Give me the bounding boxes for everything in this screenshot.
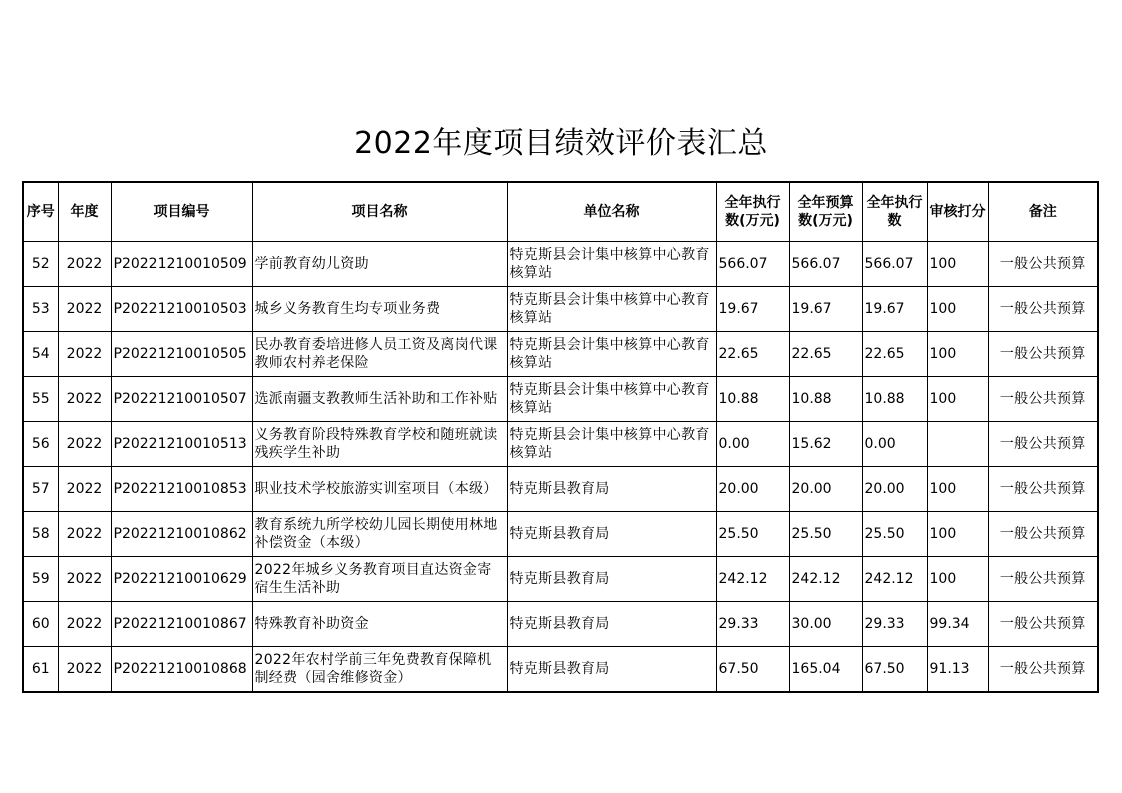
cell-seq: 56	[23, 422, 58, 467]
cell-score: 99.34	[927, 602, 988, 647]
cell-project-code: P20221210010629	[111, 557, 252, 602]
table-row	[23, 287, 1098, 332]
cell-unit-name: 特克斯县教育局	[507, 557, 716, 602]
document-title: 2022年度项目绩效评价表汇总	[354, 126, 768, 161]
cell-exec-count: 67.50	[862, 647, 927, 693]
cell-budget-amount: 25.50	[789, 512, 862, 557]
cell-year: 2022	[58, 557, 111, 602]
cell-executed-amount: 10.88	[716, 377, 789, 422]
table-header-row	[23, 182, 1098, 242]
cell-score: 100	[927, 512, 988, 557]
cell-budget-amount: 566.07	[789, 242, 862, 287]
cell-unit-name: 特克斯县教育局	[507, 512, 716, 557]
cell-seq: 60	[23, 602, 58, 647]
cell-budget-amount: 242.12	[789, 557, 862, 602]
table-row	[23, 332, 1098, 377]
cell-executed-amount: 566.07	[716, 242, 789, 287]
cell-score: 100	[927, 242, 988, 287]
header-year: 年度	[58, 182, 111, 242]
table-row	[23, 602, 1098, 647]
cell-budget-amount: 15.62	[789, 422, 862, 467]
cell-project-name: 义务教育阶段特殊教育学校和随班就读残疾学生补助	[252, 422, 507, 467]
cell-score: 100	[927, 377, 988, 422]
cell-unit-name: 特克斯县教育局	[507, 602, 716, 647]
cell-note: 一般公共预算	[988, 647, 1098, 693]
table-row	[23, 557, 1098, 602]
table-row	[23, 467, 1098, 512]
cell-score: 100	[927, 332, 988, 377]
table-row	[23, 377, 1098, 422]
header-executed: 全年执行数(万元)	[716, 182, 789, 242]
cell-exec-count: 29.33	[862, 602, 927, 647]
cell-project-name: 城乡义务教育生均专项业务费	[252, 287, 507, 332]
cell-budget-amount: 165.04	[789, 647, 862, 693]
cell-note: 一般公共预算	[988, 602, 1098, 647]
cell-project-code: P20221210010867	[111, 602, 252, 647]
cell-year: 2022	[58, 377, 111, 422]
header-note: 备注	[988, 182, 1098, 242]
cell-exec-count: 22.65	[862, 332, 927, 377]
cell-year: 2022	[58, 422, 111, 467]
cell-seq: 52	[23, 242, 58, 287]
cell-unit-name: 特克斯县教育局	[507, 467, 716, 512]
cell-exec-count: 20.00	[862, 467, 927, 512]
cell-seq: 57	[23, 467, 58, 512]
cell-exec-count: 566.07	[862, 242, 927, 287]
cell-project-name: 特殊教育补助资金	[252, 602, 507, 647]
cell-project-code: P20221210010862	[111, 512, 252, 557]
cell-project-code: P20221210010505	[111, 332, 252, 377]
cell-project-name: 2022年城乡义务教育项目直达资金寄宿生生活补助	[252, 557, 507, 602]
header-budget: 全年预算数(万元)	[789, 182, 862, 242]
table-row	[23, 422, 1098, 467]
cell-seq: 54	[23, 332, 58, 377]
header-name: 项目名称	[252, 182, 507, 242]
cell-exec-count: 19.67	[862, 287, 927, 332]
cell-score: 91.13	[927, 647, 988, 693]
cell-note: 一般公共预算	[988, 242, 1098, 287]
cell-note: 一般公共预算	[988, 377, 1098, 422]
cell-project-code: P20221210010507	[111, 377, 252, 422]
cell-seq: 58	[23, 512, 58, 557]
table-row	[23, 242, 1098, 287]
cell-unit-name: 特克斯县会计集中核算中心教育核算站	[507, 377, 716, 422]
cell-budget-amount: 22.65	[789, 332, 862, 377]
cell-exec-count: 242.12	[862, 557, 927, 602]
cell-budget-amount: 20.00	[789, 467, 862, 512]
cell-unit-name: 特克斯县会计集中核算中心教育核算站	[507, 242, 716, 287]
table-row	[23, 512, 1098, 557]
cell-project-name: 学前教育幼儿资助	[252, 242, 507, 287]
cell-exec-count: 25.50	[862, 512, 927, 557]
header-unit: 单位名称	[507, 182, 716, 242]
cell-executed-amount: 242.12	[716, 557, 789, 602]
cell-year: 2022	[58, 647, 111, 693]
cell-year: 2022	[58, 332, 111, 377]
cell-project-name: 选派南疆支教教师生活补助和工作补贴	[252, 377, 507, 422]
cell-note: 一般公共预算	[988, 557, 1098, 602]
cell-note: 一般公共预算	[988, 287, 1098, 332]
cell-unit-name: 特克斯县会计集中核算中心教育核算站	[507, 332, 716, 377]
cell-executed-amount: 0.00	[716, 422, 789, 467]
cell-note: 一般公共预算	[988, 467, 1098, 512]
cell-exec-count: 10.88	[862, 377, 927, 422]
cell-score: 100	[927, 557, 988, 602]
cell-note: 一般公共预算	[988, 512, 1098, 557]
cell-project-name: 2022年农村学前三年免费教育保障机制经费（园舍维修资金）	[252, 647, 507, 693]
header-code: 项目编号	[111, 182, 252, 242]
cell-executed-amount: 22.65	[716, 332, 789, 377]
cell-year: 2022	[58, 287, 111, 332]
cell-budget-amount: 19.67	[789, 287, 862, 332]
performance-summary-table	[22, 181, 1099, 693]
cell-year: 2022	[58, 467, 111, 512]
cell-note: 一般公共预算	[988, 422, 1098, 467]
cell-project-name: 职业技术学校旅游实训室项目（本级）	[252, 467, 507, 512]
cell-unit-name: 特克斯县会计集中核算中心教育核算站	[507, 422, 716, 467]
cell-project-code: P20221210010853	[111, 467, 252, 512]
table-row	[23, 647, 1098, 693]
cell-project-name: 教育系统九所学校幼儿园长期使用林地补偿资金（本级）	[252, 512, 507, 557]
cell-project-name: 民办教育委培进修人员工资及离岗代课教师农村养老保险	[252, 332, 507, 377]
cell-seq: 61	[23, 647, 58, 693]
cell-seq: 59	[23, 557, 58, 602]
cell-unit-name: 特克斯县教育局	[507, 647, 716, 693]
cell-project-code: P20221210010503	[111, 287, 252, 332]
cell-seq: 53	[23, 287, 58, 332]
header-seq: 序号	[23, 182, 58, 242]
header-score: 审核打分	[927, 182, 988, 242]
cell-exec-count: 0.00	[862, 422, 927, 467]
cell-executed-amount: 67.50	[716, 647, 789, 693]
cell-score	[927, 422, 988, 467]
cell-note: 一般公共预算	[988, 332, 1098, 377]
cell-year: 2022	[58, 512, 111, 557]
cell-executed-amount: 29.33	[716, 602, 789, 647]
cell-project-code: P20221210010868	[111, 647, 252, 693]
cell-executed-amount: 19.67	[716, 287, 789, 332]
cell-executed-amount: 25.50	[716, 512, 789, 557]
cell-seq: 55	[23, 377, 58, 422]
cell-budget-amount: 30.00	[789, 602, 862, 647]
cell-score: 100	[927, 287, 988, 332]
cell-year: 2022	[58, 602, 111, 647]
cell-budget-amount: 10.88	[789, 377, 862, 422]
header-exec-count: 全年执行数	[862, 182, 927, 242]
cell-project-code: P20221210010513	[111, 422, 252, 467]
cell-unit-name: 特克斯县会计集中核算中心教育核算站	[507, 287, 716, 332]
cell-year: 2022	[58, 242, 111, 287]
cell-score: 100	[927, 467, 988, 512]
table-body	[23, 242, 1098, 693]
cell-executed-amount: 20.00	[716, 467, 789, 512]
cell-project-code: P20221210010509	[111, 242, 252, 287]
